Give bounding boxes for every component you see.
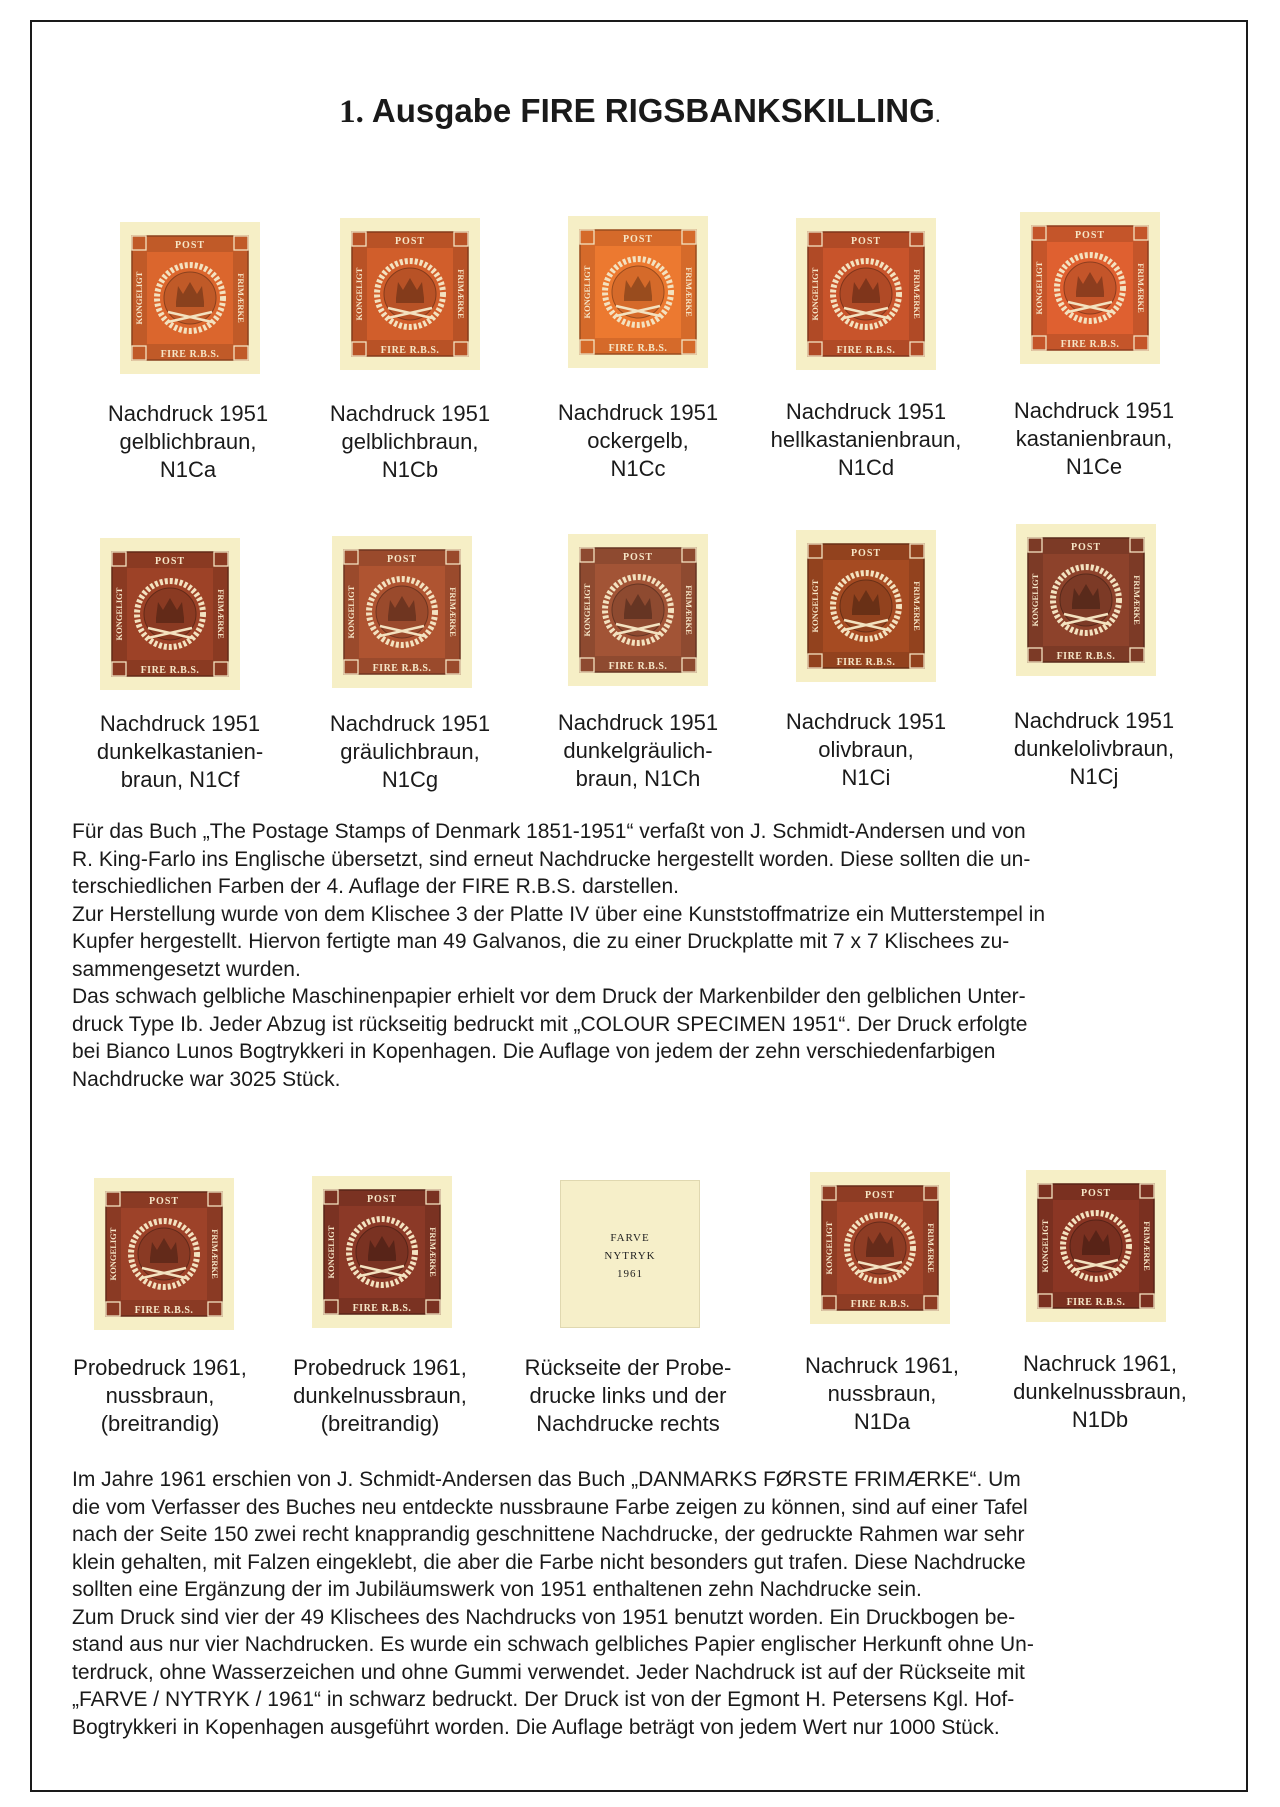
svg-text:FRIMÆRKE: FRIMÆRKE xyxy=(684,585,694,635)
caption-line: Nachdruck 1951 xyxy=(107,401,269,426)
stamp-image xyxy=(94,1178,234,1330)
caption-line: N1Da xyxy=(853,1409,911,1434)
svg-text:FIRE R.B.S.: FIRE R.B.S. xyxy=(380,345,440,356)
caption-line: Nachdruck 1951 xyxy=(557,710,719,735)
stamp-caption xyxy=(756,708,976,792)
stamp-image xyxy=(1020,212,1160,364)
caption-line: gelblichbraun, xyxy=(341,429,479,454)
stamp-caption xyxy=(528,709,748,793)
stamp-caption xyxy=(984,397,1204,481)
svg-text:FRIMÆRKE: FRIMÆRKE xyxy=(236,273,246,323)
svg-text:KONGELIGT: KONGELIGT xyxy=(810,579,820,633)
caption-line: gelblichbraun, xyxy=(119,429,257,454)
caption-line: dunkelnussbraun, xyxy=(1013,1379,1187,1404)
svg-text:FRIMÆRKE: FRIMÆRKE xyxy=(1136,263,1146,313)
svg-text:POST: POST xyxy=(1074,230,1106,241)
svg-text:FIRE R.B.S.: FIRE R.B.S. xyxy=(140,665,200,676)
caption-line: N1Cg xyxy=(381,767,439,792)
stamp-image xyxy=(312,1176,452,1328)
svg-text:KONGELIGT: KONGELIGT xyxy=(134,271,144,325)
caption-line: Nachdruck 1951 xyxy=(785,399,947,424)
svg-text:KONGELIGT: KONGELIGT xyxy=(824,1221,834,1275)
svg-text:POST: POST xyxy=(864,1190,896,1201)
caption-line: gräulichbraun, xyxy=(340,739,480,764)
svg-text:KONGELIGT: KONGELIGT xyxy=(346,585,356,639)
svg-text:KONGELIGT: KONGELIGT xyxy=(1034,261,1044,315)
svg-text:FIRE R.B.S.: FIRE R.B.S. xyxy=(1056,651,1116,662)
stamp-svg xyxy=(312,1176,452,1328)
caption-line: kastanienbraun, xyxy=(1015,426,1173,451)
stamp-caption xyxy=(50,1354,270,1438)
stamp-svg xyxy=(810,1172,950,1324)
caption-line: Probedruck 1961, xyxy=(73,1355,247,1380)
paragraph-line: terdruck, ohne Wasserzeichen und ohne Gummi verwendet. Jeder Nachdruck ist auf der Rückseite mit xyxy=(72,1660,1025,1684)
svg-text:FRIMÆRKE: FRIMÆRKE xyxy=(428,1227,438,1277)
svg-text:KONGELIGT: KONGELIGT xyxy=(1030,573,1040,627)
svg-text:FRIMÆRKE: FRIMÆRKE xyxy=(1132,575,1142,625)
caption-line: N1Db xyxy=(1071,1407,1129,1432)
paragraph-line: Im Jahre 1961 erschien von J. Schmidt-Andersen das Buch „DANMARKS FØRSTE FRIMÆRKE“. Um xyxy=(72,1468,1021,1491)
caption-line: N1Cb xyxy=(381,457,439,482)
svg-text:FIRE R.B.S.: FIRE R.B.S. xyxy=(1060,339,1120,350)
svg-text:POST: POST xyxy=(622,234,654,245)
paragraph-line: nach der Seite 150 zwei recht knapprandig geschnittene Nachdrucke, der gedruckte Rahmen war sehr xyxy=(72,1523,1025,1546)
stamp-svg xyxy=(100,538,240,690)
svg-text:FIRE R.B.S.: FIRE R.B.S. xyxy=(160,349,220,360)
caption-line: dunkelkastanien- xyxy=(96,739,264,764)
caption-line: N1Ce xyxy=(1065,454,1123,479)
caption-line: dunkelnussbraun, xyxy=(293,1383,467,1408)
svg-text:FIRE R.B.S.: FIRE R.B.S. xyxy=(352,1303,412,1314)
caption-line: Nachruck 1961, xyxy=(1022,1351,1178,1376)
svg-text:POST: POST xyxy=(850,236,882,247)
svg-text:FIRE R.B.S.: FIRE R.B.S. xyxy=(372,663,432,674)
svg-text:POST: POST xyxy=(148,1196,180,1207)
stamp-image xyxy=(1026,1170,1166,1322)
stamp-image xyxy=(568,534,708,686)
stamp-caption xyxy=(772,1352,992,1436)
caption-line: N1Cj xyxy=(1069,764,1119,789)
caption-line: olivbraun, xyxy=(818,737,914,762)
caption-line: dunkelgräulich- xyxy=(563,738,713,763)
stamp-caption xyxy=(70,710,290,794)
paragraph-line: Das schwach gelbliche Maschinenpapier erhielt vor dem Druck der Markenbilder den gelblichen Unter- xyxy=(72,985,1026,1008)
stamp-caption xyxy=(528,399,748,483)
caption-line: N1Cd xyxy=(837,455,895,480)
paragraph-line: sammengesetzt wurden. xyxy=(72,957,301,981)
caption-line: (breitrandig) xyxy=(100,1411,220,1436)
caption-line: Nachdrucke rechts xyxy=(536,1411,720,1436)
caption-line: Rückseite der Probe- xyxy=(524,1355,732,1380)
paragraph-line: Für das Buch „The Postage Stamps of Denmark 1851-1951“ verfaßt von J. Schmidt-Andersen und von xyxy=(72,820,1026,843)
caption-line: Nachdruck 1951 xyxy=(557,400,719,425)
paragraph-line: Kupfer hergestellt. Hiervon fertigte man 49 Galvanos, die zu einer Druckplatte mit 7 x 7 Klischees zu- xyxy=(72,930,1010,953)
caption-line: hellkastanienbraun, xyxy=(770,427,962,452)
paragraph-line: Bogtrykkeri in Kopenhagen ausgeführt worden. Die Auflage beträgt von jedem Wert nur 1000 Stück. xyxy=(72,1715,1000,1739)
svg-text:FRIMÆRKE: FRIMÆRKE xyxy=(448,587,458,637)
caption-line: Nachdruck 1951 xyxy=(1013,398,1175,423)
stamp-image xyxy=(120,222,260,374)
svg-text:POST: POST xyxy=(386,554,418,565)
svg-text:POST: POST xyxy=(174,240,206,251)
caption-line: dunkelolivbraun, xyxy=(1013,736,1175,761)
caption-line: Nachdruck 1951 xyxy=(329,711,491,736)
stamp-caption xyxy=(984,707,1204,791)
stamp-image xyxy=(340,218,480,370)
svg-text:KONGELIGT: KONGELIGT xyxy=(354,267,364,321)
stamp-caption xyxy=(270,1354,490,1438)
svg-text:FRIMÆRKE: FRIMÆRKE xyxy=(684,267,694,317)
paragraph-line: die vom Verfasser des Buches neu entdeckte nussbraune Farbe zeigen zu können, sind auf einer Tafel xyxy=(72,1495,1028,1519)
svg-text:KONGELIGT: KONGELIGT xyxy=(582,583,592,637)
title-text: Ausgabe FIRE RIGSBANKSKILLING xyxy=(371,92,935,129)
svg-text:FIRE R.B.S.: FIRE R.B.S. xyxy=(608,343,668,354)
stamp-caption xyxy=(756,398,976,482)
caption-line: drucke links und der xyxy=(529,1383,727,1408)
svg-text:FRIMÆRKE: FRIMÆRKE xyxy=(912,581,922,631)
paragraph-line: Nachdrucke war 3025 Stück. xyxy=(72,1067,341,1091)
description-paragraph-1951 xyxy=(72,818,1206,1093)
svg-text:POST: POST xyxy=(394,236,426,247)
stamp-svg xyxy=(568,534,708,686)
caption-line: nussbraun, xyxy=(105,1383,215,1408)
paragraph-line: bei Bianco Lunos Bogtrykkeri in Kopenhagen. Die Auflage von jedem der zehn verschiedenfarbigen xyxy=(72,1040,996,1063)
caption-line: Nachdruck 1951 xyxy=(329,401,491,426)
stamp-reverse-image xyxy=(560,1180,700,1328)
stamp-caption xyxy=(78,400,298,484)
svg-text:FRIMÆRKE: FRIMÆRKE xyxy=(456,269,466,319)
stamp-image xyxy=(796,218,936,370)
svg-text:KONGELIGT: KONGELIGT xyxy=(108,1227,118,1281)
stamp-caption xyxy=(300,710,520,794)
stamp-svg xyxy=(120,222,260,374)
stamp-svg xyxy=(796,218,936,370)
paragraph-line: druck Type Ib. Jeder Abzug ist rückseitig bedruckt mit „COLOUR SPECIMEN 1951“. Der Druck erfolgte xyxy=(72,1012,1028,1036)
svg-text:FRIMÆRKE: FRIMÆRKE xyxy=(1142,1221,1152,1271)
reverse-text: NYTRYK xyxy=(604,1250,656,1262)
svg-text:KONGELIGT: KONGELIGT xyxy=(114,587,124,641)
caption-line: (breitrandig) xyxy=(320,1411,440,1436)
caption-line: Nachdruck 1951 xyxy=(99,711,261,736)
svg-text:FRIMÆRKE: FRIMÆRKE xyxy=(926,1223,936,1273)
svg-text:FIRE R.B.S.: FIRE R.B.S. xyxy=(836,657,896,668)
stamp-image xyxy=(332,536,472,688)
stamp-caption xyxy=(990,1350,1210,1434)
svg-text:POST: POST xyxy=(622,552,654,563)
paragraph-line: R. King-Farlo ins Englische übersetzt, sind erneut Nachdrucke hergestellt worden. Diese sollten die un- xyxy=(72,847,1031,871)
stamp-svg xyxy=(340,218,480,370)
paragraph-line: stand aus nur vier Nachdrucken. Es wurde ein schwach gelbliches Papier englischer Herkunft ohne Un- xyxy=(72,1633,1034,1656)
caption-line: braun, N1Cf xyxy=(120,767,240,792)
caption-line: Probedruck 1961, xyxy=(293,1355,467,1380)
stamp-image xyxy=(810,1172,950,1324)
title-dot: . xyxy=(934,102,941,127)
page-title xyxy=(0,92,1280,131)
paragraph-line: terschiedlichen Farben der 4. Auflage der FIRE R.B.S. darstellen. xyxy=(72,875,679,898)
paragraph-line: Zur Herstellung wurde von dem Klischee 3 der Platte IV über eine Kunststoffmatrize ein Mutterstempel in xyxy=(72,902,1046,926)
paragraph-line: Zum Druck sind vier der 49 Klischees des Nachdrucks von 1951 benutzt worden. Ein Druckbogen be- xyxy=(72,1605,1016,1629)
svg-text:FRIMÆRKE: FRIMÆRKE xyxy=(210,1229,220,1279)
svg-text:KONGELIGT: KONGELIGT xyxy=(582,265,592,319)
svg-text:FRIMÆRKE: FRIMÆRKE xyxy=(216,589,226,639)
stamp-caption xyxy=(518,1354,738,1438)
paragraph-line: klein gehalten, mit Falzen eingeklebt, die aber die Farbe nicht besonders gut trafen. Diese Nachdrucke xyxy=(72,1550,1026,1574)
svg-text:FIRE R.B.S.: FIRE R.B.S. xyxy=(608,661,668,672)
description-paragraph-1961 xyxy=(72,1466,1206,1741)
caption-line: N1Ca xyxy=(159,457,217,482)
reverse-text: FARVE xyxy=(610,1232,650,1244)
caption-line: Nachruck 1961, xyxy=(804,1353,960,1378)
svg-text:POST: POST xyxy=(850,548,882,559)
caption-line: nussbraun, xyxy=(827,1381,937,1406)
caption-line: N1Ci xyxy=(841,765,891,790)
stamp-svg xyxy=(1020,212,1160,364)
svg-text:FIRE R.B.S.: FIRE R.B.S. xyxy=(134,1305,194,1316)
caption-line: Nachdruck 1951 xyxy=(785,709,947,734)
svg-text:POST: POST xyxy=(1080,1188,1112,1199)
svg-text:FIRE R.B.S.: FIRE R.B.S. xyxy=(850,1299,910,1310)
paragraph-line: sollten eine Ergänzung der im Jubiläumswerk von 1951 enthaltenen zehn Nachdrucke sein. xyxy=(72,1578,922,1601)
svg-text:KONGELIGT: KONGELIGT xyxy=(1040,1219,1050,1273)
svg-text:FIRE R.B.S.: FIRE R.B.S. xyxy=(1066,1297,1126,1308)
caption-line: N1Cc xyxy=(610,456,666,481)
svg-text:POST: POST xyxy=(366,1194,398,1205)
svg-text:KONGELIGT: KONGELIGT xyxy=(326,1225,336,1279)
svg-text:KONGELIGT: KONGELIGT xyxy=(810,267,820,321)
reverse-text: 1961 xyxy=(617,1268,643,1280)
svg-text:POST: POST xyxy=(1070,542,1102,553)
stamp-image xyxy=(568,216,708,368)
caption-line: braun, N1Ch xyxy=(575,766,701,791)
stamp-svg xyxy=(1026,1170,1166,1322)
caption-line: Nachdruck 1951 xyxy=(1013,708,1175,733)
stamp-image xyxy=(1016,524,1156,676)
svg-text:FIRE R.B.S.: FIRE R.B.S. xyxy=(836,345,896,356)
paragraph-line: „FARVE / NYTRYK / 1961“ in schwarz bedruckt. Der Druck ist von der Egmont H. Petersens Kgl. Hof- xyxy=(72,1688,1015,1711)
caption-line: ockergelb, xyxy=(587,428,689,453)
svg-text:POST: POST xyxy=(154,556,186,567)
stamp-svg xyxy=(94,1178,234,1330)
title-number: 1. xyxy=(339,94,364,130)
stamp-svg xyxy=(568,216,708,368)
stamp-svg xyxy=(332,536,472,688)
stamp-svg xyxy=(1016,524,1156,676)
svg-text:FRIMÆRKE: FRIMÆRKE xyxy=(912,269,922,319)
stamp-caption xyxy=(300,400,520,484)
stamp-image xyxy=(100,538,240,690)
stamp-svg xyxy=(796,530,936,682)
stamp-image xyxy=(796,530,936,682)
